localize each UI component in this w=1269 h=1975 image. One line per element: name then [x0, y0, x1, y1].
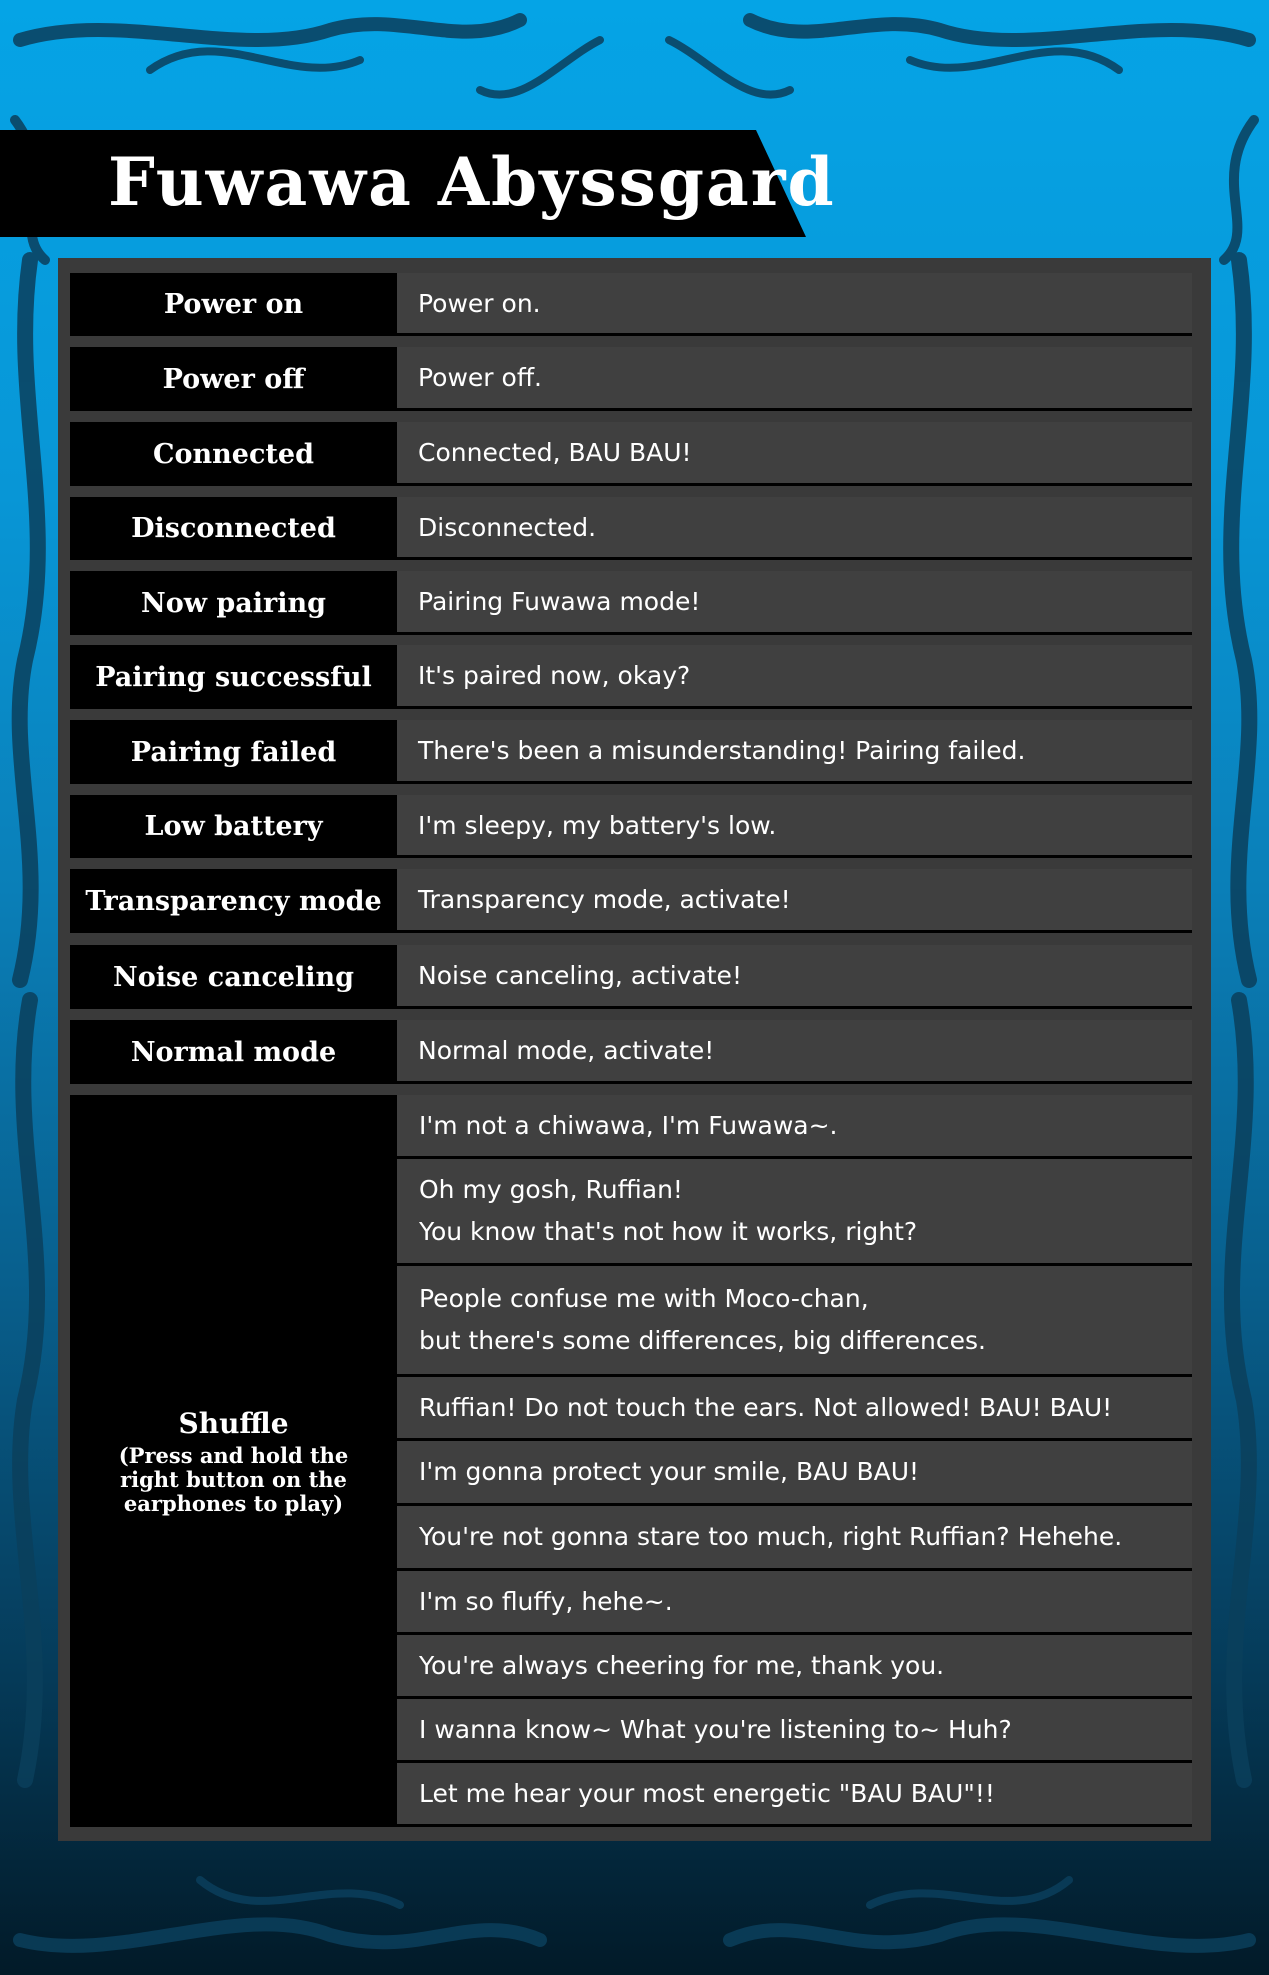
event-label: Transparency mode	[70, 869, 397, 933]
event-label: Power on	[70, 273, 397, 336]
shuffle-line-text: You're not gonna stare too much, right Ruffian? Hehehe.	[419, 1522, 1123, 1551]
event-label: Power off	[70, 347, 397, 411]
voice-line-row	[70, 795, 1192, 858]
voice-line-text: Normal mode, activate!	[397, 1020, 1192, 1084]
shuffle-line	[397, 1095, 1192, 1159]
voice-line-text: Disconnected.	[397, 497, 1192, 560]
voice-line-text: There's been a misunderstanding! Pairing failed.	[397, 720, 1192, 784]
shuffle-line-text-2: but there's some differences, big differences.	[419, 1326, 986, 1355]
shuffle-line-text: Let me hear your most energetic "BAU BAU"!!	[419, 1778, 995, 1808]
event-label: Pairing failed	[70, 720, 397, 784]
shuffle-line	[397, 1377, 1192, 1441]
shuffle-line-text: I'm gonna protect your smile, BAU BAU!	[419, 1457, 920, 1486]
event-label: Pairing successful	[70, 645, 397, 709]
event-label: Low battery	[70, 795, 397, 858]
voice-line-text: Connected, BAU BAU!	[397, 422, 1192, 486]
shuffle-note: (Press and hold the right button on the earphones to play)	[118, 1442, 349, 1516]
voice-line-row	[70, 422, 1192, 486]
event-label: Noise canceling	[70, 945, 397, 1009]
voice-line-text: It's paired now, okay?	[397, 645, 1192, 709]
shuffle-line	[397, 1506, 1192, 1571]
shuffle-line-text: Ruffian! Do not touch the ears. Not allowed! BAU! BAU!	[419, 1392, 1113, 1422]
shuffle-label-cell	[70, 1095, 397, 1827]
shuffle-line-text: I'm so fluffy, hehe~.	[419, 1586, 673, 1616]
shuffle-line-text: I'm not a chiwawa, I'm Fuwawa~.	[419, 1110, 838, 1140]
voice-line-row	[70, 720, 1192, 784]
shuffle-line-text: I wanna know~ What you're listening to~ Huh?	[419, 1714, 1012, 1744]
voice-line-text: Noise canceling, activate!	[397, 945, 1192, 1009]
shuffle-line	[397, 1571, 1192, 1635]
event-label: Disconnected	[70, 497, 397, 560]
shuffle-line	[397, 1266, 1192, 1377]
shuffle-line-text-2: You know that's not how it works, right?	[419, 1217, 918, 1246]
voice-line-row	[70, 1020, 1192, 1084]
voice-line-text: Power off.	[397, 347, 1192, 411]
voice-line-row	[70, 869, 1192, 933]
voice-line-text: Transparency mode, activate!	[397, 869, 1192, 933]
voice-line-row	[70, 347, 1192, 411]
voice-line-text: Pairing Fuwawa mode!	[397, 571, 1192, 635]
voice-line-row	[70, 645, 1192, 709]
shuffle-line-text: Oh my gosh, Ruffian!	[419, 1175, 683, 1204]
event-label: Connected	[70, 422, 397, 486]
voice-line-row	[70, 571, 1192, 635]
shuffle-title: Shuffle	[178, 1406, 289, 1440]
event-label: Normal mode	[70, 1020, 397, 1084]
shuffle-line	[397, 1763, 1192, 1827]
page-title: Fuwawa Abyssgard	[108, 143, 836, 221]
voice-line-row	[70, 497, 1192, 560]
voice-line-text: Power on.	[397, 273, 1192, 336]
shuffle-line	[397, 1699, 1192, 1763]
shuffle-line	[397, 1159, 1192, 1266]
shuffle-line	[397, 1635, 1192, 1699]
shuffle-line	[397, 1441, 1192, 1506]
voice-line-row	[70, 945, 1192, 1009]
voice-line-row	[70, 273, 1192, 336]
event-label: Now pairing	[70, 571, 397, 635]
shuffle-line-text: You're always cheering for me, thank you.	[419, 1650, 945, 1680]
voice-line-text: I'm sleepy, my battery's low.	[397, 795, 1192, 858]
shuffle-line-text: People confuse me with Moco-chan,	[419, 1284, 869, 1313]
